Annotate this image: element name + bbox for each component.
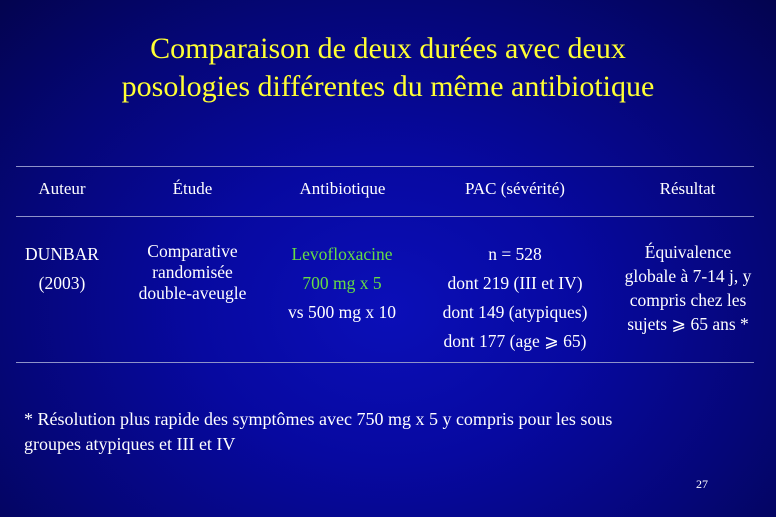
footnote-line-1: * Résolution plus rapide des symptômes avec 750 mg x 5 y compris pour les sous xyxy=(24,409,613,429)
pac-total: n = 528 xyxy=(488,244,542,264)
table-top-rule xyxy=(16,166,754,167)
footnote xyxy=(24,407,744,457)
header-resultat: Résultat xyxy=(659,179,716,198)
pac-elderly: dont 177 (age ⩾ 65) xyxy=(443,331,587,351)
cell-resultat xyxy=(603,240,773,336)
cell-etude xyxy=(120,241,265,304)
cell-auteur xyxy=(16,240,108,298)
pac-severe: dont 219 (III et IV) xyxy=(447,273,583,293)
antibiotique-comparator: vs 500 mg x 10 xyxy=(288,302,396,322)
table-header-rule xyxy=(16,216,754,217)
etude-line-2: randomisée xyxy=(152,262,233,282)
header-pac: PAC (sévérité) xyxy=(465,179,565,198)
auteur-name: DUNBAR xyxy=(25,244,99,264)
resultat-line-4: sujets ⩾ 65 ans * xyxy=(627,314,749,334)
etude-line-1: Comparative xyxy=(147,241,238,261)
header-etude: Étude xyxy=(172,179,213,198)
antibiotique-dose: 700 mg x 5 xyxy=(302,273,382,293)
pac-atypical: dont 149 (atypiques) xyxy=(442,302,588,322)
table-bottom-rule xyxy=(16,362,754,363)
antibiotique-name: Levofloxacine xyxy=(291,244,393,264)
cell-pac xyxy=(420,240,610,356)
header-auteur: Auteur xyxy=(38,179,86,198)
resultat-line-1: Équivalence xyxy=(644,242,732,262)
header-antibiotique: Antibiotique xyxy=(299,179,386,198)
title-line-1: Comparaison de deux durées avec deux xyxy=(150,32,626,65)
title-line-2: posologies différentes du même antibiotique xyxy=(121,70,655,103)
footnote-line-2: groupes atypiques et III et IV xyxy=(24,434,236,454)
etude-line-3: double-aveugle xyxy=(138,283,247,303)
slide-title xyxy=(0,30,776,106)
cell-antibiotique xyxy=(268,240,416,327)
auteur-year: (2003) xyxy=(38,273,86,293)
resultat-line-3: compris chez les xyxy=(629,290,747,310)
page-number: 27 xyxy=(696,477,708,491)
resultat-line-2: globale à 7-14 j, y xyxy=(624,266,752,286)
